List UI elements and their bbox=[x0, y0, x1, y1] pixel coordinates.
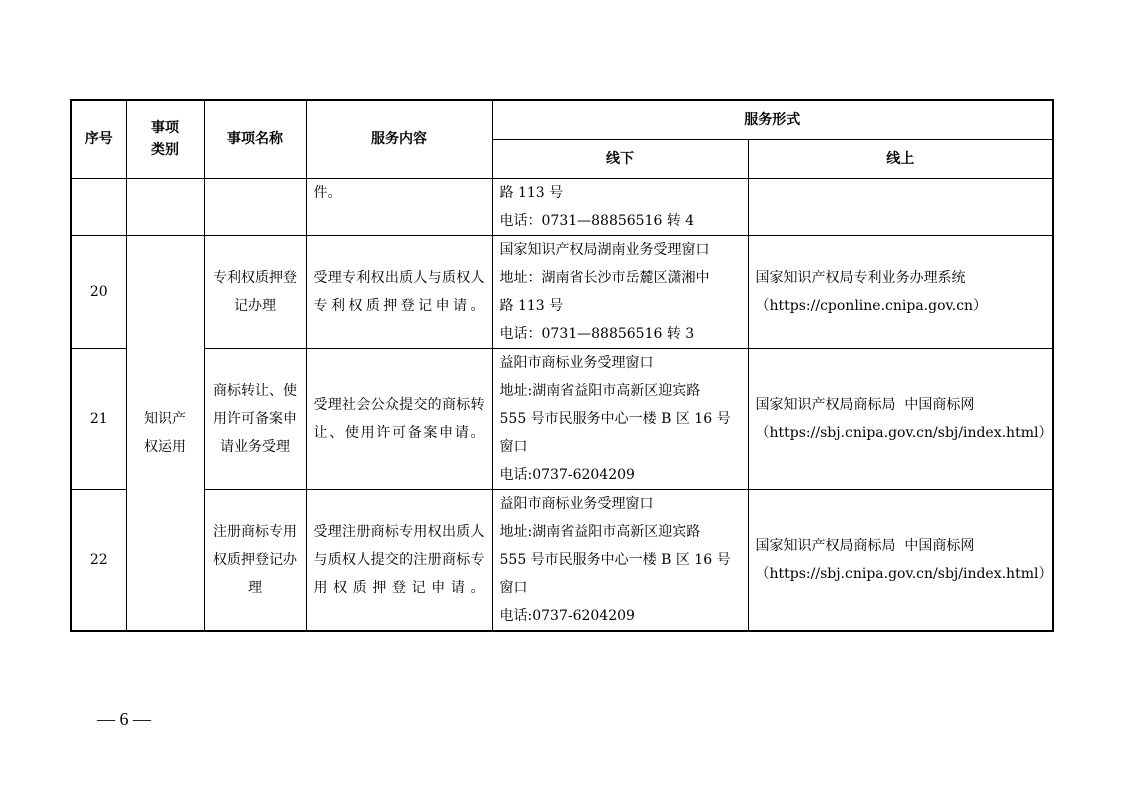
row-name bbox=[204, 235, 306, 348]
continuation-offline bbox=[492, 178, 748, 235]
row-content: 受理社会公众提交的商标转让、使用许可备案申请。 bbox=[306, 348, 492, 489]
online-line: 国家知识产权局商标局 中国商标网 bbox=[755, 537, 975, 554]
offline-line: 地址:湖南省益阳市高新区迎宾路 bbox=[499, 523, 701, 540]
continuation-offline-line: 电话：0731—88856516 转 4 bbox=[499, 212, 695, 229]
category-text: 知识产权运用 bbox=[144, 410, 186, 455]
online-line: （https://cponline.cnipa.gov.cn） bbox=[755, 297, 988, 314]
header-service-form: 服务形式 bbox=[492, 100, 1053, 139]
continuation-online bbox=[748, 178, 1053, 235]
row-online bbox=[748, 489, 1053, 631]
offline-line: 益阳市商标业务受理窗口 bbox=[499, 354, 654, 371]
offline-line: 电话:0737-6204209 bbox=[499, 466, 635, 483]
header-content: 服务内容 bbox=[306, 100, 492, 178]
offline-line: 国家知识产权局湖南业务受理窗口 bbox=[499, 241, 710, 258]
service-table bbox=[70, 99, 1054, 632]
category-cell bbox=[126, 235, 204, 631]
row-name-text: 商标转让、使用许可备案申请业务受理 bbox=[213, 382, 297, 455]
continuation-category bbox=[126, 178, 204, 235]
row-name bbox=[204, 348, 306, 489]
row-online bbox=[748, 235, 1053, 348]
offline-line: 窗口 bbox=[499, 438, 528, 455]
header-seq: 序号 bbox=[71, 100, 126, 178]
row-name-text: 注册商标专用权质押登记办理 bbox=[213, 523, 297, 596]
offline-line: 电话：0731—88856516 转 3 bbox=[499, 325, 695, 342]
row-name-text: 专利权质押登记办理 bbox=[213, 269, 297, 314]
online-line: 国家知识产权局商标局 中国商标网 bbox=[755, 396, 975, 413]
offline-line: 555 号市民服务中心一楼 B 区 16 号 bbox=[499, 551, 731, 568]
continuation-content: 件。 bbox=[306, 178, 492, 235]
row-offline bbox=[492, 348, 748, 489]
offline-line: 窗口 bbox=[499, 579, 528, 596]
header-online: 线上 bbox=[748, 139, 1053, 178]
header-category bbox=[126, 100, 204, 178]
row-name bbox=[204, 489, 306, 631]
continuation-seq bbox=[71, 178, 126, 235]
online-line: （https://sbj.cnipa.gov.cn/sbj/index.html） bbox=[755, 424, 1053, 441]
row-seq: 22 bbox=[71, 489, 126, 631]
online-line: 国家知识产权局专利业务办理系统 bbox=[755, 269, 966, 286]
offline-line: 地址：湖南省长沙市岳麓区潇湘中 bbox=[499, 269, 710, 286]
row-seq: 21 bbox=[71, 348, 126, 489]
row-content: 受理专利权出质人与质权人专利权质押登记申请。 bbox=[306, 235, 492, 348]
table-row bbox=[71, 348, 1053, 489]
offline-line: 555 号市民服务中心一楼 B 区 16 号 bbox=[499, 410, 731, 427]
offline-line: 益阳市商标业务受理窗口 bbox=[499, 495, 654, 512]
row-online bbox=[748, 348, 1053, 489]
table-row bbox=[71, 489, 1053, 631]
page-number: — 6 — bbox=[97, 709, 151, 729]
continuation-name bbox=[204, 178, 306, 235]
header-name: 事项名称 bbox=[204, 100, 306, 178]
continuation-offline-line: 路 113 号 bbox=[499, 184, 564, 201]
service-table-wrapper bbox=[70, 99, 1052, 632]
offline-line: 电话:0737-6204209 bbox=[499, 607, 635, 624]
row-content: 受理注册商标专用权出质人与质权人提交的注册商标专用权质押登记申请。 bbox=[306, 489, 492, 631]
header-offline: 线下 bbox=[492, 139, 748, 178]
table-row bbox=[71, 235, 1053, 348]
row-offline bbox=[492, 489, 748, 631]
offline-line: 地址:湖南省益阳市高新区迎宾路 bbox=[499, 382, 701, 399]
online-line: （https://sbj.cnipa.gov.cn/sbj/index.html） bbox=[755, 565, 1053, 582]
header-row bbox=[71, 100, 1053, 139]
continuation-row bbox=[71, 178, 1053, 235]
row-offline bbox=[492, 235, 748, 348]
offline-line: 路 113 号 bbox=[499, 297, 564, 314]
header-category-text: 事项类别 bbox=[151, 120, 179, 159]
row-seq: 20 bbox=[71, 235, 126, 348]
